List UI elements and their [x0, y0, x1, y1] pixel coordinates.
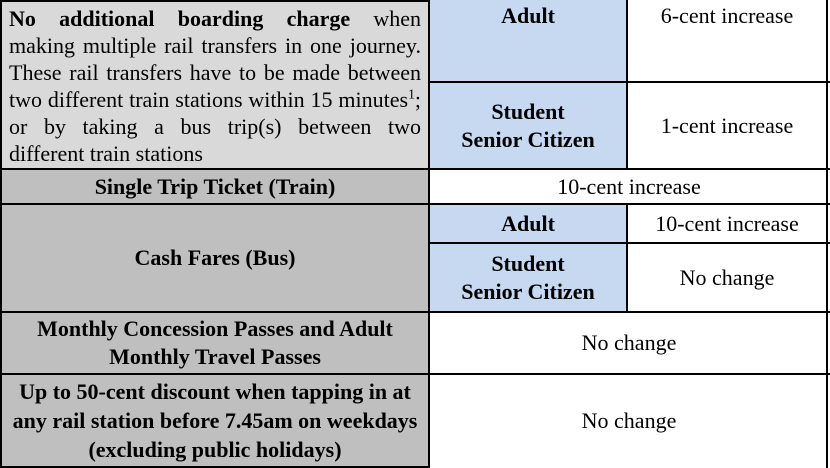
card-train-concession-change-cell: [626, 81, 828, 170]
cash-bus-adult-change: 10-cent increase: [655, 210, 799, 236]
border-col1-col2: [428, 0, 430, 468]
card-train-concession-label-cell: [428, 81, 628, 170]
cash-bus-adult-label-cell: [428, 203, 628, 244]
border-top-left-column: [0, 0, 430, 2]
border-above-early-travel: [0, 373, 830, 375]
cash-fares-bus-label-cell: [0, 203, 430, 313]
cash-bus-concession-label-line1: Student: [491, 250, 565, 276]
rail-transfer-policy-body: when making multiple rail transfers in one journey. These rail transfers have to be made between two different train stations within 15 minutes: [9, 6, 422, 112]
border-col2-col3-cash: [626, 203, 628, 311]
monthly-passes-change: No change: [581, 330, 677, 355]
footnote-marker: 1: [408, 86, 415, 102]
card-train-adult-label: Adult: [501, 3, 555, 28]
cash-bus-concession-change: No change: [679, 264, 775, 290]
early-travel-discount-label-cell: [0, 373, 430, 468]
card-train-adult-change: 6-cent increase: [660, 3, 794, 28]
early-travel-discount-change: No change: [581, 407, 677, 433]
cash-bus-adult-label: Adult: [501, 210, 555, 236]
cash-bus-concession-label-line2: Senior Citizen: [461, 278, 595, 304]
border-cash-subrows: [428, 242, 830, 244]
border-col2-col3-upper: [626, 0, 628, 168]
early-travel-discount-change-cell: [428, 373, 830, 468]
border-below-single-trip: [0, 203, 830, 205]
monthly-passes-change-cell: [428, 311, 830, 375]
single-trip-change: 10-cent increase: [557, 173, 701, 199]
cash-fares-bus-label: Cash Fares (Bus): [134, 245, 296, 270]
cash-bus-concession-change-cell: [626, 242, 828, 313]
border-row1-row2: [428, 81, 830, 83]
monthly-passes-label-cell: [0, 311, 430, 375]
early-travel-discount-label: Up to 50-cent discount when tapping in at any rail station before 7.45am on weekdays (excluding public holidays): [12, 379, 418, 462]
rail-transfer-policy-cell: [0, 0, 430, 170]
card-train-concession-change: 1-cent increase: [660, 112, 794, 138]
cash-bus-concession-label-cell: [428, 242, 628, 313]
border-left-outer: [0, 0, 2, 468]
border-above-monthly: [0, 311, 830, 313]
rail-transfer-policy-lead: No additional boarding charge: [9, 6, 351, 31]
card-train-adult-label-cell: [428, 0, 628, 83]
single-trip-label-cell: [0, 168, 430, 205]
single-trip-label: Single Trip Ticket (Train): [94, 173, 336, 199]
monthly-passes-label: Monthly Concession Passes and Adult Monthly Travel Passes: [37, 316, 393, 369]
border-above-single-trip: [0, 168, 830, 170]
card-train-concession-label-line1: Student: [491, 98, 565, 124]
rail-transfer-policy-tail: ; or by taking a bus trip(s) between two different train stations: [9, 87, 421, 166]
card-train-adult-change-cell: [626, 0, 828, 83]
border-right-outer: [826, 0, 828, 468]
cash-bus-adult-change-cell: [626, 203, 828, 244]
single-trip-change-cell: [428, 168, 830, 205]
card-train-concession-label-line2: Senior Citizen: [461, 126, 595, 152]
